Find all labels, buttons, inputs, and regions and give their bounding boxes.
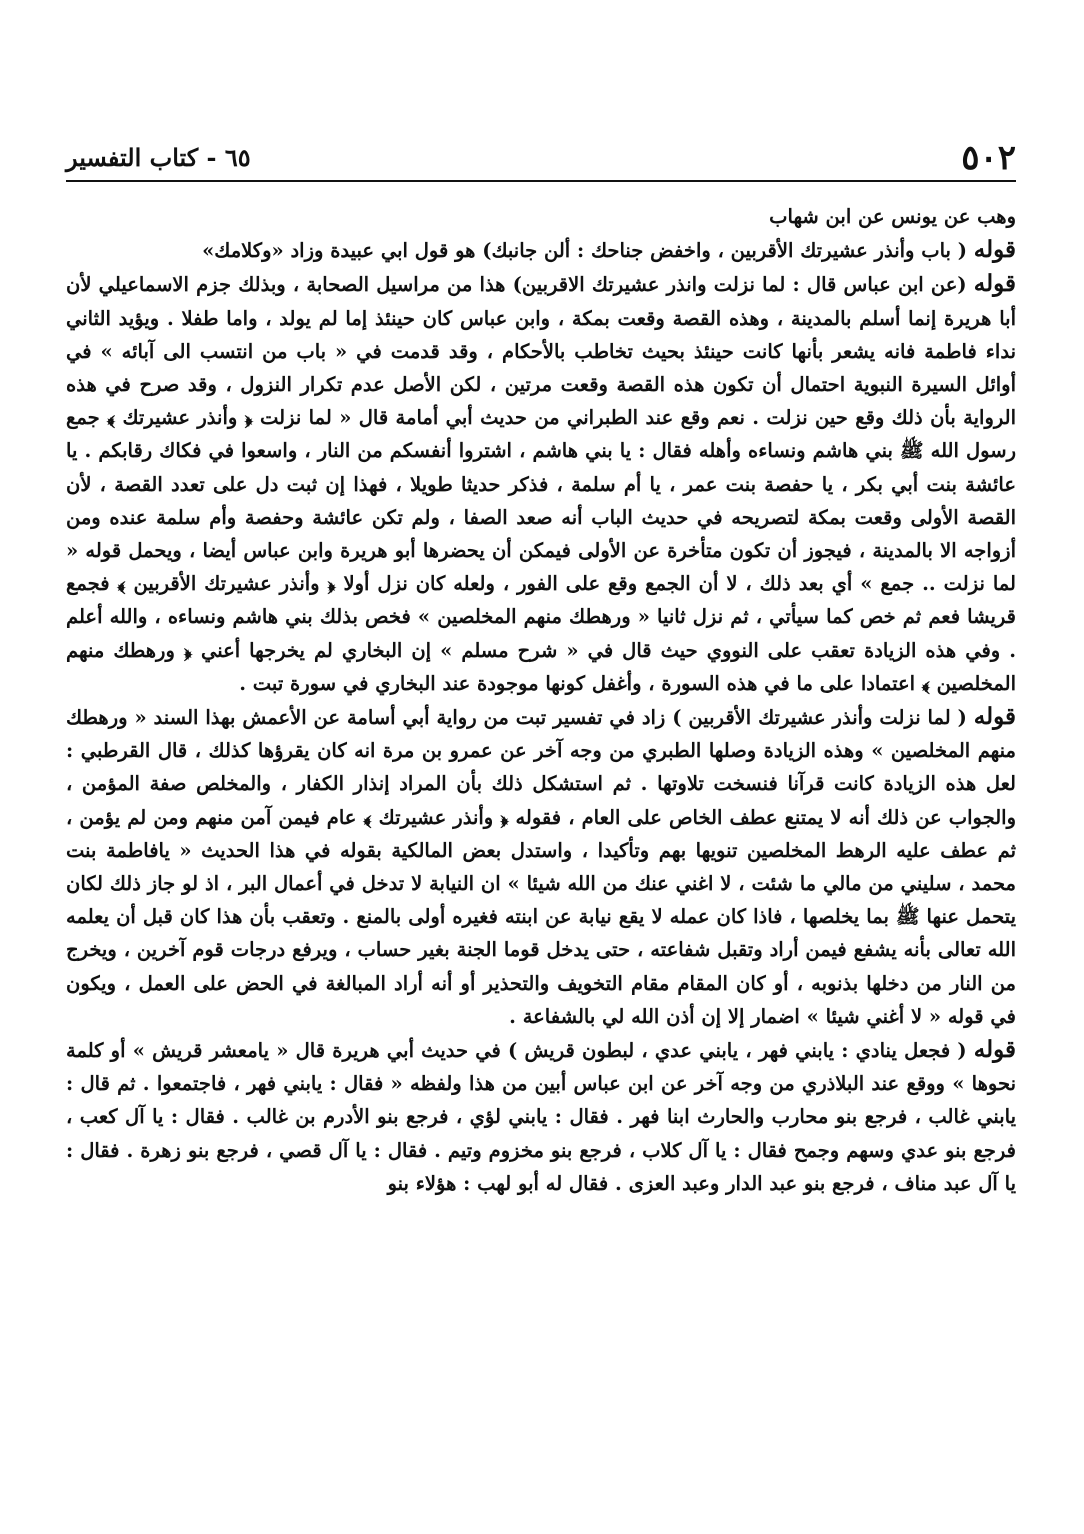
paragraph [66,1033,1016,1200]
paragraph [66,267,1016,700]
paragraph-text: (عن ابن عباس قال : لما نزلت وانذر عشيرتك الاقربين) هذا من مراسيل الصحابة ، وبذلك جزم الاسماعيلي لأن أبا هريرة إنما أسلم بالمدينة ، وهذه القصة وقعت بمكة ، وابن عباس كان حينئذ إما لم يولد ، واما طفلا . ويؤيد الثاني نداء فاطمة فانه يشعر بأنها كانت حينئذ بحيث تخاطب بالأحكام ، وقد قدمت في « باب من انتسب الى آبائه » في أوائل السيرة النبوية احتمال أن تكون هذه القصة وقعت مرتين ، لكن الأصل عدم تكرار النزول ، وقد صرح في هذه الرواية بأن ذلك وقع حين نزلت . نعم وقع عند الطبراني من حديث أبي أمامة قال « لما نزلت ﴿ وأنذر عشيرتك ﴾ جمع رسول الله ﷺ بني هاشم ونساءه وأهله فقال : يا بني هاشم ، اشتروا أنفسكم من النار ، واسعوا في فكاك رقابكم . يا عائشة بنت أبي بكر ، يا حفصة بنت عمر ، يا أم سلمة ، فذكر حديثا طويلا ، فهذا إن ثبت دل على تعدد القصة ، لأن القصة الأولى وقعت بمكة لتصريحه في حديث الباب أنه صعد الصفا ، ولم تكن عائشة وحفصة وأم سلمة عنده ومن أزواجه الا بالمدينة ، فيجوز أن تكون متأخرة عن الأولى فيمكن أن يحضرها أبو هريرة وابن عباس أيضا ، ويحمل قوله « لما نزلت .. جمع » أي بعد ذلك ، لا أن الجمع وقع على الفور ، ولعله كان نزل أولا ﴿ وأنذر عشيرتك الأقربين ﴾ فجمع قريشا فعم ثم خص كما سيأتي ، ثم نزل ثانيا « ورهطك منهم المخلصين » فخص بذلك بني هاشم ونساءه ، والله أعلم . وفي هذه الزيادة تعقب على النووي حيث قال في « شرح مسلم » إن البخاري لم يخرجها أعني ﴿ ورهطك منهم المخلصين ﴾ اعتمادا على ما في هذه السورة ، وأغفل كونها موجودة عند البخاري في سورة تبت . [66,273,1016,695]
qawluhu-lead: قوله [973,270,1016,298]
qawluhu-lead: قوله [973,703,1016,731]
page-number: ٥٠٢ [961,138,1016,178]
commentary-text [66,200,1016,1200]
paragraph-text: ( فجعل ينادي : يابني فهر ، يابني عدي ، لبطون قريش ) في حديث أبي هريرة قال « يامعشر قريش » أو كلمة نحوها » ووقع عند البلاذري من وجه آخر عن ابن عباس أبين من هذا ولفظه « فقال : يابني فهر ، فاجتمعوا . ثم قال : يابني غالب ، فرجع بنو محارب والحارث ابنا فهر . فقال : يابني لؤي ، فرجع بنو الأدرم بن غالب . فقال : يا آل كعب ، فرجع بنو عدي وسهم وجمح فقال : يا آل كلاب ، فرجع بنو مخزوم وتيم . فقال : يا آل قصي ، فرجع بنو زهرة . فقال : يا آل عبد مناف ، فرجع بنو عبد الدار وعبد العزى . فقال له أبو لهب : هؤلاء بنو [66,1039,1016,1195]
paragraph-text: ( باب وأنذر عشيرتك الأقربين ، واخفض جناحك : ألن جانبك) هو قول ابي عبيدة وزاد «وكلامك» [202,239,974,263]
qawluhu-lead: قوله [973,236,1016,264]
header-divider [66,180,1016,182]
paragraph [66,200,1016,233]
paragraph-text: ( لما نزلت وأنذر عشيرتك الأقربين ) زاد في تفسير تبت من رواية أبي أسامة عن الأعمش بهذا السند « ورهطك منهم المخلصين » وهذه الزيادة وصلها الطبري من وجه آخر عن عمرو بن مرة انه كان يقرؤها كذلك ، قال القرطبي : لعل هذه الزيادة كانت قرآنا فنسخت تلاوتها . ثم استشكل ذلك بأن المراد إنذار الكفار ، والمخلص صفة المؤمن ، والجواب عن ذلك أنه لا يمتنع عطف الخاص على العام ، فقوله ﴿ وأنذر عشيرتك ﴾ عام فيمن آمن منهم ومن لم يؤمن ، ثم عطف عليه الرهط المخلصين تنويها بهم وتأكيدا ، واستدل بعض المالكية بقوله في هذا الحديث « يافاطمة بنت محمد ، سليني من مالي ما شئت ، لا اغني عنك من الله شيئا » ان النيابة لا تدخل في أعمال البر ، اذ لو جاز ذلك لكان يتحمل عنها ﷺ بما يخلصها ، فاذا كان عمله لا يقع نيابة عن ابنته فغيره أولى بالمنع . وتعقب بأن هذا كان قبل أن يعلمه الله تعالى بأنه يشفع فيمن أراد وتقبل شفاعته ، حتى يدخل قوما الجنة بغير حساب ، ويرفع درجات قوم آخرين ، ويخرج من النار من دخلها بذنوبه ، أو كان المقام مقام التخويف والتحذير أو أنه أراد المبالغة في الحض على العمل ، ويكون في قوله « لا أغني شيئا » اضمار إلا إن أذن الله لي بالشفاعة . [66,706,1017,1028]
qawluhu-lead: قوله [973,1036,1016,1064]
paragraph [66,700,1016,1033]
paragraph [66,233,1016,267]
chapter-title: ٦٥ - كتاب التفسير [66,143,251,172]
paragraph-text: وهب عن يونس عن ابن شهاب [769,205,1016,228]
page-header [66,138,1016,178]
